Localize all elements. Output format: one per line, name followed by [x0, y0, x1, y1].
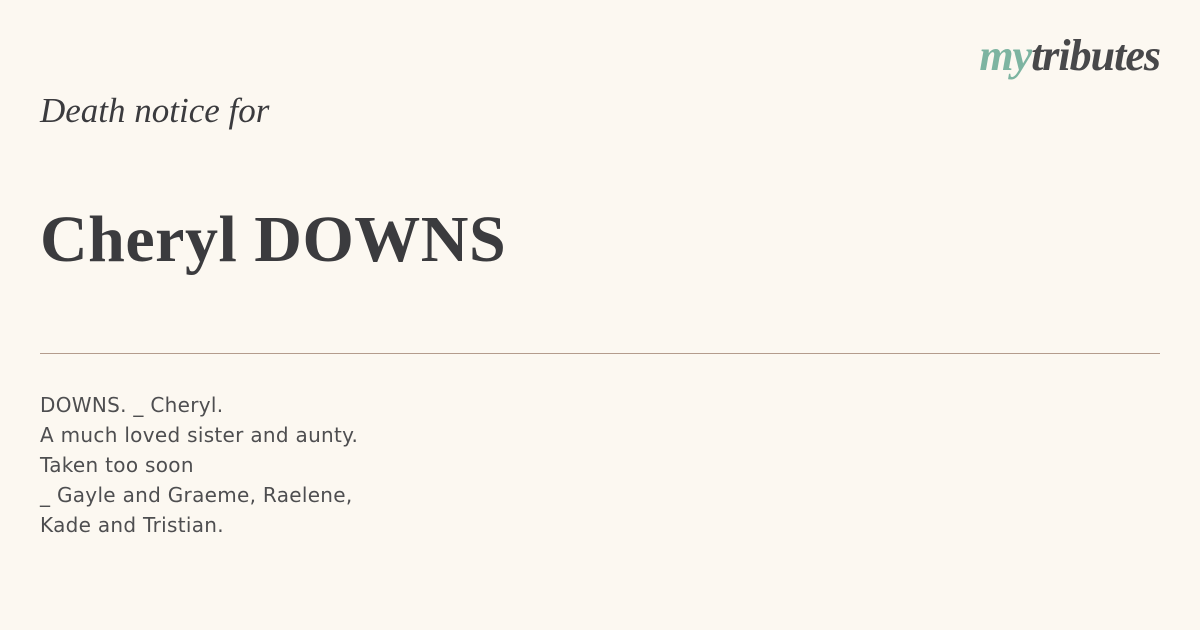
divider [40, 353, 1160, 354]
notice-line: _ Gayle and Graeme, Raelene, [40, 483, 353, 507]
notice-line: DOWNS. _ Cheryl. [40, 393, 224, 417]
logo-tributes: tributes [1031, 31, 1160, 80]
notice-line: A much loved sister and aunty. [40, 423, 359, 447]
mytributes-logo[interactable] [979, 31, 1160, 80]
kicker-death-notice-for: Death notice for [40, 91, 270, 130]
notice-line: Taken too soon [40, 453, 194, 477]
notice-body [40, 390, 740, 540]
notice-line: Kade and Tristian. [40, 513, 224, 537]
deceased-name: Cheryl DOWNS [40, 203, 507, 276]
logo-my: my [979, 31, 1032, 80]
